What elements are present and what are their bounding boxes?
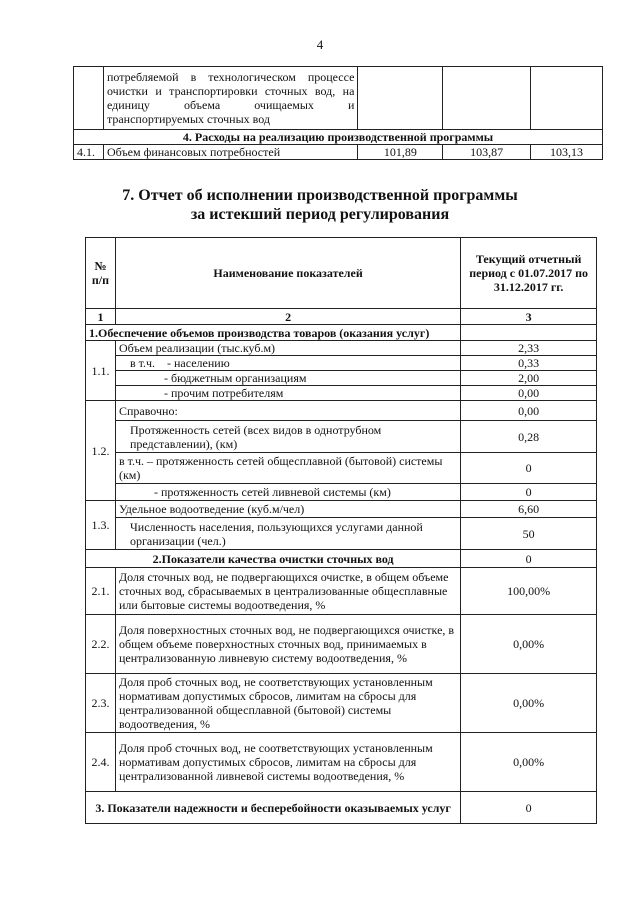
- value-1: 101,89: [358, 145, 443, 160]
- section-2-header: 2.Показатели качества очистки сточных вод: [86, 550, 461, 568]
- report-table: [85, 237, 597, 824]
- row-value: 50: [461, 518, 597, 550]
- row-value: 0,33: [461, 356, 597, 371]
- row-value: 0,00%: [461, 674, 597, 733]
- section-7-title: [0, 186, 640, 224]
- table-row: [86, 401, 597, 421]
- section-7-title-line1: 7. Отчет об исполнении производственной программы: [122, 187, 518, 204]
- col-header-period: Текущий отчетный период с 01.07.2017 по 31.12.2017 гг.: [461, 238, 597, 309]
- row-number: 2.3.: [86, 674, 116, 733]
- section-7-title-line2: за истекший период регулирования: [190, 206, 450, 223]
- table-row: [86, 484, 597, 501]
- table-row: [74, 67, 603, 130]
- col-index-1: 1: [86, 309, 116, 325]
- table-row: [86, 674, 597, 733]
- row-name: - протяженность сетей ливневой системы (км): [115, 484, 460, 501]
- col-header-name: Наименование показателей: [115, 238, 460, 309]
- table-cell: [74, 67, 104, 130]
- table-row: [86, 568, 597, 615]
- value-2: 103,87: [443, 145, 531, 160]
- row-value: 0,00: [461, 401, 597, 421]
- table-row: [86, 733, 597, 792]
- row-value: 2,00: [461, 371, 597, 386]
- row-name: - бюджетным организациям: [115, 371, 460, 386]
- section-row: [86, 550, 597, 568]
- row-number: 4.1.: [74, 145, 104, 160]
- row-name: Численность населения, пользующихся услугами данной организации (чел.): [115, 518, 460, 550]
- row-number: 1.1.: [86, 341, 116, 401]
- row-name: в т.ч. - населению: [115, 356, 460, 371]
- table-row: [86, 341, 597, 356]
- row-number: 2.4.: [86, 733, 116, 792]
- section-1-header: 1.Обеспечение объемов производства товаров (оказания услуг): [86, 325, 461, 341]
- section-4-header: 4. Расходы на реализацию производственной программы: [74, 130, 603, 145]
- row-number: 1.2.: [86, 401, 116, 501]
- section-3-header: 3. Показатели надежности и бесперебойности оказываемых услуг: [86, 792, 461, 824]
- section-row: [86, 792, 597, 824]
- row-value: 0,00%: [461, 733, 597, 792]
- table-row: [74, 130, 603, 145]
- value-3: 103,13: [531, 145, 603, 160]
- row-name: Объем реализации (тыс.куб.м): [115, 341, 460, 356]
- row-value: 0,28: [461, 421, 597, 453]
- top-table: [73, 66, 603, 160]
- section-row: [86, 325, 597, 341]
- row-name: Удельное водоотведение (куб.м/чел): [115, 501, 460, 518]
- table-row: [86, 356, 597, 371]
- table-cell: [531, 67, 603, 130]
- col-header-number: № п/п: [86, 238, 116, 309]
- row-value: 100,00%: [461, 568, 597, 615]
- table-row: [86, 518, 597, 550]
- header-row: [86, 238, 597, 309]
- row-number: 2.1.: [86, 568, 116, 615]
- section-2-value: 0: [461, 550, 597, 568]
- table-row: [86, 453, 597, 484]
- row-name: Доля поверхностных сточных вод, не подвергающихся очистке, в общем объеме поверхностных сточных вод, принимаемых в централизованную ливневую систему водоотведения, %: [115, 615, 460, 674]
- table-cell: [358, 67, 443, 130]
- row-name: Справочно:: [115, 401, 460, 421]
- table-cell: [461, 325, 597, 341]
- row-value: 0: [461, 484, 597, 501]
- table-row: [86, 501, 597, 518]
- row-name: Протяженность сетей (всех видов в однотрубном представлении), (км): [115, 421, 460, 453]
- row-name: Доля проб сточных вод, не соответствующих установленным нормативам допустимых сбросов, лимитам на сбросы для централизованной ливневой системы водоотведения, %: [115, 733, 460, 792]
- row-name: в т.ч. – протяженность сетей общесплавной (бытовой) системы (км): [115, 453, 460, 484]
- table-row: [86, 615, 597, 674]
- row-name: Доля сточных вод, не подвергающихся очистке, в общем объеме сточных вод, сбрасываемых в централизованные общесплавные или бытовые системы водоотведения, %: [115, 568, 460, 615]
- row-value: 6,60: [461, 501, 597, 518]
- table-cell: [443, 67, 531, 130]
- table-row: [86, 371, 597, 386]
- continued-row-text: потребляемой в технологическом процессе очистки и транспортировки сточных вод, на единицу объема очищаемых и транспортируемых сточных вод: [103, 67, 357, 130]
- row-value: 0,00: [461, 386, 597, 401]
- section-3-value: 0: [461, 792, 597, 824]
- page-number: 4: [316, 37, 324, 52]
- row-value: 0: [461, 453, 597, 484]
- table-row: [86, 386, 597, 401]
- col-index-2: 2: [115, 309, 460, 325]
- index-row: [86, 309, 597, 325]
- row-name: Объем финансовых потребностей: [103, 145, 357, 160]
- row-value: 2,33: [461, 341, 597, 356]
- row-name: - прочим потребителям: [115, 386, 460, 401]
- table-row: [86, 421, 597, 453]
- col-index-3: 3: [461, 309, 597, 325]
- row-number: 2.2.: [86, 615, 116, 674]
- table-row: [74, 145, 603, 160]
- row-name: Доля проб сточных вод, не соответствующих установленным нормативам допустимых сбросов, лимитам на сбросы для централизованной общесплавной (бытовой) системы водоотведения, %: [115, 674, 460, 733]
- row-number: 1.3.: [86, 501, 116, 550]
- row-value: 0,00%: [461, 615, 597, 674]
